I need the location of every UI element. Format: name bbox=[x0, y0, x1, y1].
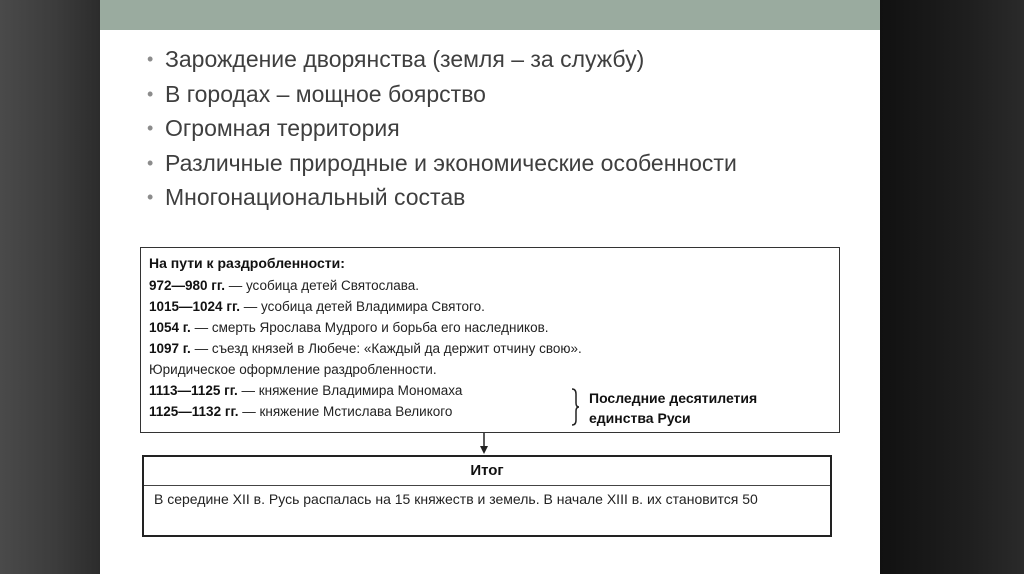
left-dark-border bbox=[0, 0, 100, 574]
right-dark-border bbox=[880, 0, 1024, 574]
timeline-row bbox=[149, 275, 582, 296]
timeline-rows bbox=[149, 275, 582, 422]
bullet-dot-icon: • bbox=[147, 49, 154, 69]
fragmentation-timeline-box bbox=[140, 247, 840, 433]
timeline-title: На пути к раздробленности: bbox=[149, 255, 345, 271]
timeline-event: — княжение Мстислава Великого bbox=[238, 404, 453, 419]
bracket-icon bbox=[570, 388, 580, 426]
timeline-event: — княжение Владимира Мономаха bbox=[237, 383, 463, 398]
timeline-date: 1113—1125 гг. bbox=[149, 383, 238, 398]
timeline-event: — усобица детей Владимира Святого. bbox=[239, 299, 485, 314]
down-arrow-icon bbox=[477, 433, 491, 455]
timeline-date: 1097 г. bbox=[149, 341, 191, 356]
timeline-row bbox=[149, 359, 582, 380]
bullet-item bbox=[145, 111, 737, 146]
timeline-event: Юридическое оформление раздробленности. bbox=[149, 362, 437, 377]
bullet-list bbox=[145, 42, 737, 215]
bullet-text: Различные природные и экономические особенности bbox=[165, 149, 737, 176]
bullet-dot-icon: • bbox=[147, 118, 154, 138]
result-text: В середине XII в. Русь распалась на 15 княжеств и земель. В начале XIII в. их становится 50 bbox=[154, 491, 758, 507]
timeline-event: — съезд князей в Любече: «Каждый да держит отчину свою». bbox=[190, 341, 582, 356]
slide bbox=[100, 0, 880, 574]
bracket-label-line: единства Руси bbox=[589, 410, 691, 426]
timeline-date: 1015—1024 гг. bbox=[149, 299, 240, 314]
bullet-item bbox=[145, 146, 737, 181]
timeline-row bbox=[149, 401, 582, 422]
bullet-text: Зарождение дворянства (земля – за службу) bbox=[165, 46, 645, 72]
bullet-text: Огромная территория bbox=[165, 115, 400, 141]
bullet-text: В городах – мощное боярство bbox=[165, 80, 486, 107]
bullet-item bbox=[145, 77, 737, 112]
bullet-dot-icon: • bbox=[147, 187, 154, 207]
bullet-dot-icon: • bbox=[147, 152, 154, 173]
timeline-date: 1125—1132 гг. bbox=[149, 404, 239, 419]
timeline-event: — усобица детей Святослава. bbox=[224, 278, 420, 293]
bullet-item bbox=[145, 42, 737, 77]
bracket-label-line: Последние десятилетия bbox=[589, 390, 758, 406]
bullet-item bbox=[145, 180, 737, 215]
slide-header-band bbox=[100, 0, 880, 30]
result-box bbox=[142, 455, 832, 537]
timeline-row bbox=[149, 380, 582, 401]
timeline-date: 972—980 гг. bbox=[149, 278, 225, 293]
bracket-label bbox=[589, 388, 757, 428]
timeline-row bbox=[149, 317, 582, 338]
timeline-row bbox=[149, 296, 582, 317]
result-title: Итог bbox=[144, 457, 830, 486]
timeline-date: 1054 г. bbox=[149, 320, 191, 335]
timeline-event: — смерть Ярослава Мудрого и борьба его наследников. bbox=[190, 320, 549, 335]
bullet-text: Многонациональный состав bbox=[165, 184, 466, 210]
timeline-row bbox=[149, 338, 582, 359]
bullet-dot-icon: • bbox=[147, 83, 154, 104]
